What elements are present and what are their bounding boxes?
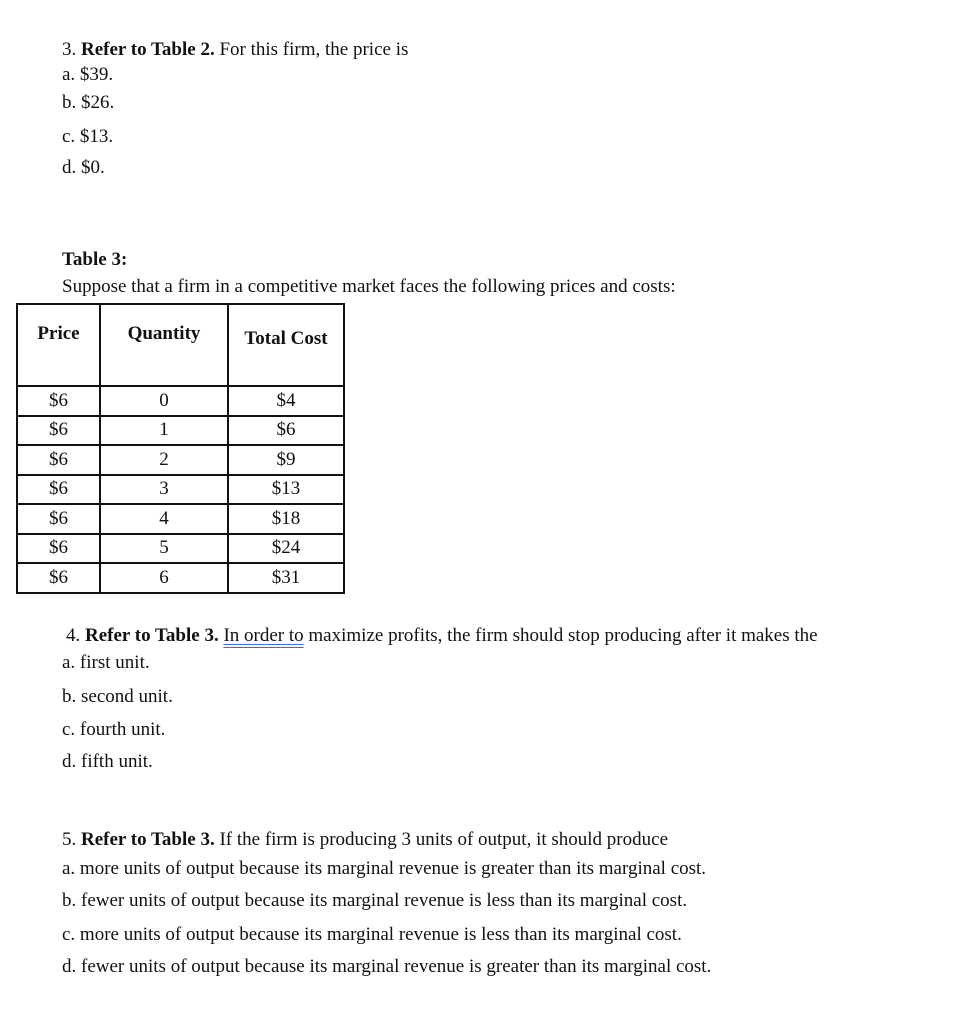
table-row [17,475,344,505]
table-3-caption: Suppose that a firm in a competitive market faces the following prices and costs: [62,276,676,297]
cell-quantity: 0 [100,386,228,416]
cell-price: $6 [17,563,100,593]
question-number: 5. [62,829,77,850]
table-row [17,534,344,564]
header-price: Price [17,304,100,386]
cell-price: $6 [17,534,100,564]
question-text: For this firm, the price is [219,39,409,60]
q3-option-d: d. $0. [62,157,105,178]
question-5-stem [62,829,668,851]
cell-quantity: 1 [100,416,228,446]
q3-option-c: c. $13. [62,126,114,147]
cell-total-cost: $6 [228,416,344,446]
header-quantity: Quantity [100,304,228,386]
table-reference: Refer to Table 3. [81,829,215,850]
question-text: If the firm is producing 3 units of output, it should produce [219,829,669,850]
table-reference: Refer to Table 2. [81,39,215,60]
cell-total-cost: $18 [228,504,344,534]
cell-price: $6 [17,445,100,475]
grammar-flagged-text[interactable]: In order to [223,625,304,646]
header-total-cost: Total Cost [228,304,344,386]
question-number: 4. [66,625,81,646]
cell-price: $6 [17,416,100,446]
cell-quantity: 5 [100,534,228,564]
cell-price: $6 [17,386,100,416]
q5-option-c: c. more units of output because its marginal revenue is less than its marginal cost. [62,924,682,945]
question-text: maximize profits, the firm should stop producing after it makes the [308,625,818,646]
q4-option-d: d. fifth unit. [62,751,153,772]
cell-total-cost: $31 [228,563,344,593]
q4-option-a: a. first unit. [62,652,150,673]
cell-quantity: 4 [100,504,228,534]
cell-quantity: 3 [100,475,228,505]
q5-option-d: d. fewer units of output because its marginal revenue is greater than its marginal cost. [62,956,712,977]
cell-total-cost: $9 [228,445,344,475]
question-3-stem [62,39,408,61]
table-reference: Refer to Table 3. [85,625,219,646]
table-row [17,504,344,534]
table-row [17,386,344,416]
q4-option-b: b. second unit. [62,686,173,707]
question-4-stem [66,625,818,647]
cell-total-cost: $24 [228,534,344,564]
q3-option-a: a. $39. [62,64,114,85]
cell-total-cost: $4 [228,386,344,416]
cell-price: $6 [17,504,100,534]
cell-quantity: 2 [100,445,228,475]
cell-total-cost: $13 [228,475,344,505]
q4-option-c: c. fourth unit. [62,719,166,740]
table-row [17,563,344,593]
q3-option-b: b. $26. [62,92,115,113]
table-3 [16,303,345,594]
cell-quantity: 6 [100,563,228,593]
table-3-title: Table 3: [62,249,128,270]
table-row [17,416,344,446]
table-row [17,445,344,475]
table-header-row [17,304,344,386]
cell-price: $6 [17,475,100,505]
question-number: 3. [62,39,77,60]
q5-option-a: a. more units of output because its marginal revenue is greater than its marginal cost. [62,858,707,879]
q5-option-b: b. fewer units of output because its marginal revenue is less than its marginal cost. [62,890,688,911]
